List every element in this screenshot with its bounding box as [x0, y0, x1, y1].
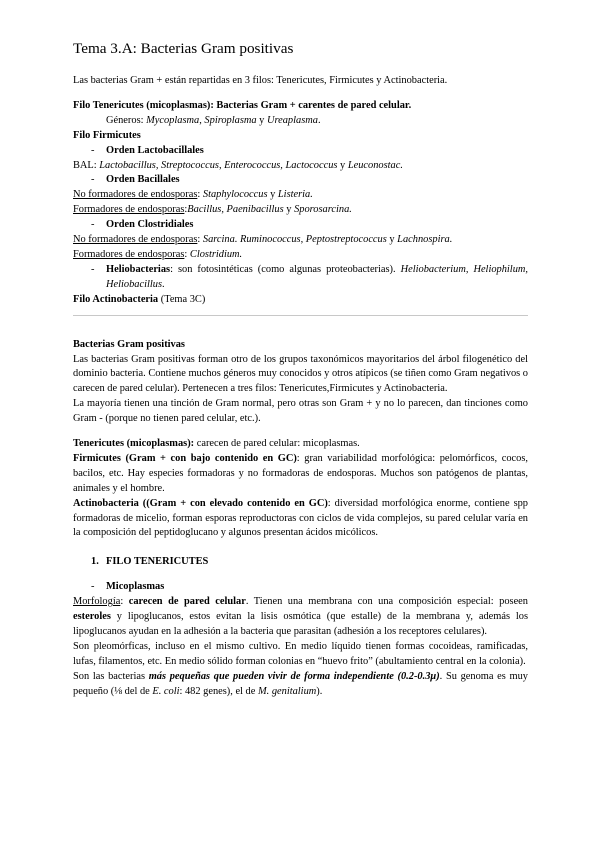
- paragraph: Las bacterias Gram positivas forman otro de los grupos taxonómicos mayoritarios del árbol filogenético del dominio bacteria. Contiene muchos géneros muy conocidos y otros atípicos (se tiñen como Gram negativos o carecen de pared celular). Pertenecen a tres filos: Tenericutes,Firmicutes y Actinobacteria.: [73, 353, 528, 395]
- orden-label: Orden Lactobacillales: [106, 144, 204, 156]
- clostridiales-no-formadores: [73, 233, 528, 248]
- term: Actinobacteria ((Gram + con elevado contenido en GC): [73, 497, 328, 509]
- actinobacteria-paragraph: [73, 497, 528, 542]
- genus-list: Bacillus, Paenibacillus: [187, 204, 284, 216]
- heading-text: Filo Actinobacteria: [73, 293, 159, 305]
- emphasis: esteroles: [73, 611, 111, 623]
- species: M. genitalium: [257, 685, 317, 697]
- sep: y: [256, 114, 267, 126]
- dash-bullet: -: [91, 581, 95, 593]
- dash-bullet: -: [91, 219, 95, 231]
- text: Son las bacterias: [73, 670, 149, 682]
- section-heading: [73, 338, 528, 353]
- genus-list: Heliobacterium, Heliophilum, Heliobacillus: [106, 263, 528, 290]
- tamano-paragraph: [73, 670, 528, 700]
- genus-list: Lactobacillus, Streptococcus, Enterococcus, Lactococcus: [99, 159, 338, 171]
- heading-text: FILO TENERICUTES: [106, 556, 209, 568]
- document-page: [73, 40, 528, 700]
- bal-label: BAL:: [73, 159, 100, 171]
- dash-bullet: -: [91, 174, 95, 186]
- orden-label: Orden Clostridiales: [106, 219, 194, 231]
- pleomorficas-paragraph: Son pleomórficas, incluso en el mismo cultivo. En medio líquido tienen formas cocoideas, ramificadas, lufas, filamentos, etc. En medio sólido forman colonias en “huevo frito” (abultamiento central en la colonia).: [73, 640, 528, 667]
- text: . Tienen una membrana con una composición especial: poseen: [245, 596, 528, 608]
- genus: Sporosarcina.: [294, 204, 352, 216]
- sep: y: [386, 234, 398, 246]
- generos-label: Géneros:: [106, 114, 147, 126]
- dash-bullet: -: [91, 263, 95, 275]
- genus: Leuconostac.: [347, 159, 403, 171]
- numbered-heading: [73, 555, 528, 570]
- term: Heliobacterias: [106, 263, 171, 275]
- heliobacterias-text: [106, 263, 528, 293]
- page-title: Tema 3.A: Bacterias Gram positivas: [73, 40, 294, 57]
- genus: Clostridium.: [189, 248, 243, 260]
- genus: Lachnospira.: [397, 234, 453, 246]
- text: : 482 genes), el de: [179, 685, 258, 697]
- term: Firmicutes (Gram + con bajo contenido en GC): [73, 452, 297, 464]
- bacillales-formadores: [73, 203, 528, 218]
- category-label: Formadores de endosporas: [73, 204, 185, 216]
- heading-text: Filo Firmicutes: [73, 129, 141, 141]
- sep: .: [317, 114, 321, 126]
- genus: Mycoplasma: [146, 114, 200, 126]
- term: Morfología: [73, 596, 121, 608]
- emphasis-italic: más pequeñas que pueden vivir de forma independiente (0.2-0.3μ): [148, 670, 440, 682]
- heliobacterias-item: [73, 263, 528, 293]
- genus: Listeria.: [277, 189, 313, 201]
- text: : son fotosintéticas (como algunas proteobacterias).: [170, 263, 401, 275]
- subheading-text: Micoplasmas: [106, 581, 165, 593]
- sep: :: [184, 248, 190, 260]
- heading-text: Bacterias Gram positivas: [73, 338, 185, 350]
- genus: Spiroplasma: [204, 114, 257, 126]
- heading-number: 1.: [91, 556, 99, 568]
- text: : gran variabilidad morfológica: pelomórficos, cocos, bacilos, etc. Hay especies formadoras y no formadoras de endosporas. Muchos son patógenos de plantas, animales y el hombre.: [73, 452, 528, 494]
- morfologia-paragraph: [73, 595, 528, 640]
- sep: .: [162, 278, 165, 290]
- genus: Ureaplasma: [266, 114, 318, 126]
- orden-clostridiales: [73, 218, 528, 233]
- category-label: No formadores de endosporas: [73, 234, 198, 246]
- species: E. coli: [152, 685, 180, 697]
- text: . Su genoma es muy pequeño (⅛ del de: [73, 670, 528, 697]
- text: y lipoglucanos, estos evitan la lisis osmótica (que estalle) de la membrana y, además los lipoglucanos ayudan en la adhesión a la bacteria que parasitan (adhesión a los receptores celulares).: [73, 611, 528, 637]
- sep: y: [267, 189, 278, 201]
- orden-label: Orden Bacillales: [106, 174, 180, 186]
- sep: :: [197, 189, 203, 201]
- paragraph: La mayoría tienen una tinción de Gram normal, pero otras son Gram + y no lo parecen, dan tinciones como Gram - (porque no tienen pared celular, etc.).: [73, 398, 528, 425]
- category-label: Formadores de endosporas: [73, 248, 185, 260]
- emphasis: [149, 671, 440, 682]
- sep: :: [184, 204, 188, 216]
- text: carecen de pared celular: micoplasmas.: [194, 438, 360, 450]
- generos-line: [73, 114, 528, 129]
- dash-bullet: -: [91, 144, 95, 156]
- clostridiales-formadores: [73, 248, 528, 263]
- sep: ,: [199, 114, 205, 126]
- genus-list: Sarcina. Ruminococcus, Peptostreptococcus: [202, 234, 387, 246]
- text: ).: [316, 685, 323, 697]
- section-divider: [73, 315, 528, 316]
- sep: :: [120, 596, 129, 608]
- filo-firmicutes-heading: [73, 129, 528, 144]
- bacillales-no-formadores: [73, 188, 528, 203]
- emphasis: carecen de pared celular: [128, 596, 246, 608]
- heading-text: Filo Tenericutes (micoplasmas): Bacterias Gram + carentes de pared celular.: [73, 99, 412, 111]
- sep: :: [197, 234, 203, 246]
- tenericutes-paragraph: [73, 437, 528, 452]
- text: : diversidad morfológica enorme, contiene spp formadoras de micelio, forman esporas reproductoras con ciclos de vida complejos, su pared celular varía en la composición del peptidoglucano y algunos presentan ácidos micólicos.: [73, 497, 529, 539]
- genus: Staphylococcus: [202, 189, 268, 201]
- sep: y: [283, 204, 295, 216]
- firmicutes-paragraph: [73, 452, 528, 497]
- filo-actinobacteria-line: [73, 293, 528, 308]
- category-label: No formadores de endosporas: [73, 189, 198, 201]
- orden-bacillales: [73, 173, 528, 188]
- sep: y: [337, 159, 348, 171]
- bal-line: [73, 159, 528, 174]
- term: Tenericutes (micoplasmas):: [73, 438, 195, 450]
- reference: (Tema 3C): [158, 293, 206, 305]
- intro-paragraph: Las bacterias Gram + están repartidas en 3 filos: Tenericutes, Firmicutes y Actinobacteria.: [73, 75, 448, 86]
- orden-lactobacillales: [73, 144, 528, 159]
- micoplasmas-subheading: [73, 580, 528, 595]
- filo-tenericutes-heading: [73, 99, 528, 114]
